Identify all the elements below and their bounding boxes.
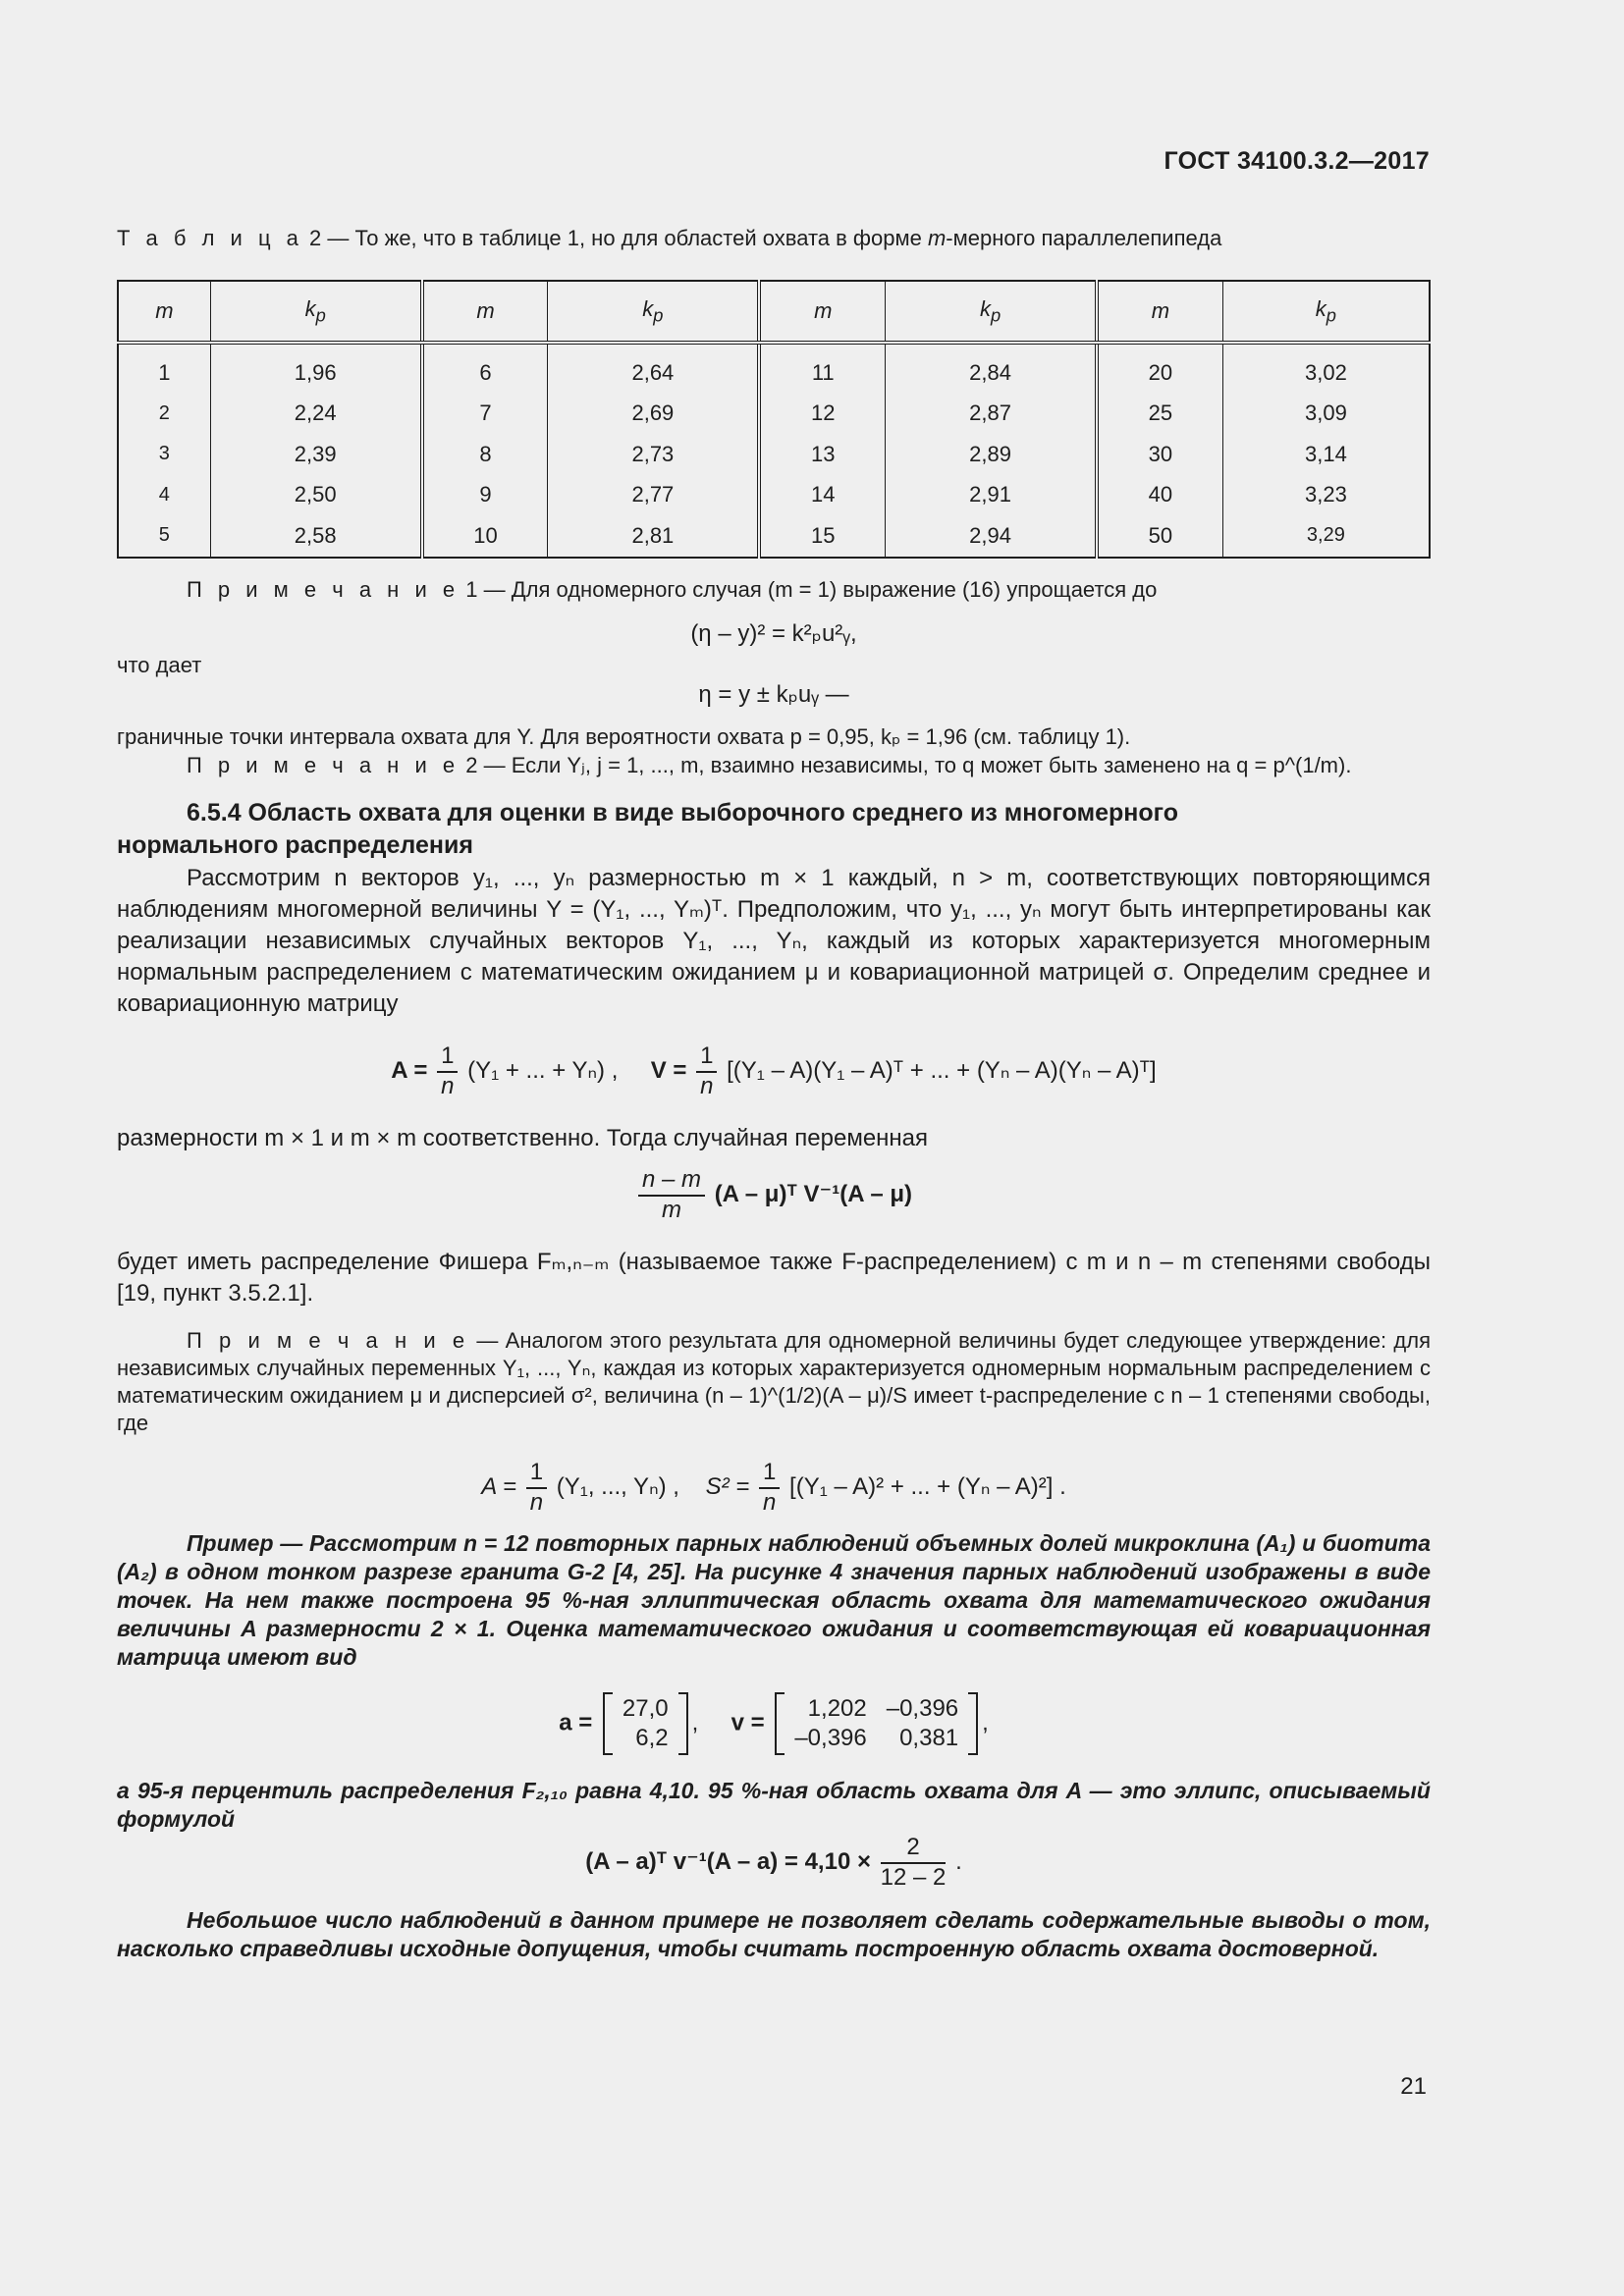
table-cell-kp: 2,84 <box>886 343 1097 394</box>
header-k-3: $k_p$ <box>886 281 1097 343</box>
table-row <box>118 343 1430 394</box>
note-3 <box>117 1327 1431 1437</box>
table-cell-kp: 2,89 <box>886 434 1097 475</box>
note-1-gives: что дает <box>117 653 202 677</box>
table-cell-m: 7 <box>422 394 548 435</box>
header-k-2: $k_p$ <box>548 281 759 343</box>
coverage-factor-table <box>117 280 1431 559</box>
note-1-label: П р и м е ч а н и е <box>187 577 460 602</box>
header-m-4: m <box>1097 281 1222 343</box>
table-cell-m: 12 <box>759 394 885 435</box>
section-paragraph-3: будет иметь распределение Фишера Fₘ,ₙ₋ₘ (называемое также F-распределением) с m и n – m степенями свободы [19, пункт 3.5.2.1]. <box>117 1249 1431 1307</box>
fraction-1-over-n-3: $\frac{1}{n}$ <box>526 1459 547 1518</box>
matrix-a-cell: 6,2 <box>635 1725 669 1751</box>
fraction-1-over-n-4: $\frac{1}{n}$ <box>759 1459 780 1518</box>
estimate-a-label: a = <box>559 1709 593 1736</box>
table-cell-m: 40 <box>1097 475 1222 516</box>
note-2-text: — Если Yⱼ, j = 1, ..., m, взаимно независимы, то q может быть заменено на q = p^(1/m). <box>483 753 1352 777</box>
table-row <box>118 434 1430 475</box>
header-k-4: $k_p$ <box>1222 281 1430 343</box>
matrix-a <box>603 1692 688 1755</box>
table-cell-kp: 2,69 <box>548 394 759 435</box>
table-cell-m: 9 <box>422 475 548 516</box>
note-3-text: — Аналогом этого результата для одномерной величины будет следующее утверждение: для независимых случайных переменных Y₁, ..., Yₙ, каждая из которых характеризуется одномерным нормальным распределением с математическим ожиданием μ и дисперсией σ², величина (n – 1)^(1/2)(A – μ)/S имеет t-распределение с n – 1 степенями свободы, где <box>117 1328 1431 1435</box>
table-cell-m: 6 <box>422 343 548 394</box>
matrix-v-cell: 1,202 <box>807 1695 867 1722</box>
formula-a-def: A = <box>391 1057 428 1085</box>
table-caption-label: Т а б л и ц а <box>117 226 303 250</box>
ellipse-end: . <box>955 1848 962 1876</box>
header-m-1: m <box>118 281 210 343</box>
table-row <box>118 394 1430 435</box>
table-cell-m: 25 <box>1097 394 1222 435</box>
note-3-label: П р и м е ч а н и е <box>187 1328 470 1353</box>
note-1 <box>117 576 1431 604</box>
formula-a-body: (Y₁ + ... + Yₙ) , <box>467 1057 619 1085</box>
table-cell-m: 50 <box>1097 515 1222 558</box>
example-paragraph-2: а 95-я перцентиль распределения F₂,₁₀ равна 4,10. 95 %-ная область охвата для A — это эллипс, описываемый формулой <box>117 1778 1431 1832</box>
formula-univariate <box>117 1459 1431 1518</box>
table-cell-kp: 2,73 <box>548 434 759 475</box>
table-cell-m: 5 <box>158 524 170 547</box>
table-caption-italic: m <box>927 226 947 250</box>
table-cell-kp: 3,23 <box>1222 475 1430 516</box>
header-m-2: m <box>422 281 548 343</box>
table-cell-kp: 2,81 <box>548 515 759 558</box>
table-cell-kp: 1,96 <box>210 343 421 394</box>
formula-v-def: V = <box>650 1057 687 1085</box>
table-cell-kp: 2,50 <box>210 475 421 516</box>
table-cell-m: 4 <box>158 483 170 506</box>
table-cell-m: 11 <box>759 343 885 394</box>
formula-v-body: [(Y₁ – A)(Y₁ – A)ᵀ + ... + (Yₙ – A)(Yₙ – A)ᵀ] <box>727 1057 1157 1085</box>
table-caption-number: 2 <box>309 226 322 250</box>
formula-s2-def: S² = <box>705 1473 750 1501</box>
note-1-text: — Для одномерного случая (m = 1) выражение (16) упрощается до <box>483 577 1158 602</box>
table-cell-kp: 2,94 <box>886 515 1097 558</box>
formula-mean-covariance <box>117 1042 1431 1101</box>
section-heading <box>117 797 1431 862</box>
table-cell-kp: 3,14 <box>1222 434 1430 475</box>
section-paragraph-1: Рассмотрим n векторов y₁, ..., yₙ размерностью m × 1 каждый, n > m, соответствующих повторяющимся наблюдениям многомерной величины Y = (Y₁, ..., Yₘ)ᵀ. Предположим, что y₁, ..., yₙ могут быть интерпретированы как реализации независимых случайных векторов Y₁, ..., Yₙ, каждый из которых характеризуется многомерным нормальным распределением с математическим ожиданием μ и ковариационной матрицей σ. Определим среднее и ковариационную матрицу <box>117 865 1431 1017</box>
table-cell-kp: 2,64 <box>548 343 759 394</box>
example-paragraph-1: Пример — Рассмотрим n = 12 повторных парных наблюдений объемных долей микроклина (A₁) и биотита (A₂) в одном тонком разрезе гранита G-2 [4, 25]. На рисунке 4 значения парных наблюдений изображены в виде точек. На нем также построена 95 %-ная эллиптическая область охвата для математического ожидания величины A размерности 2 × 1. Оценка математического ожидания и соответствующая ей ковариационная матрица имеют вид <box>117 1530 1431 1670</box>
estimate-separator-2: , <box>982 1709 989 1736</box>
ellipse-left: (A – a)ᵀ v⁻¹(A – a) = 4,10 × <box>585 1848 871 1876</box>
fraction-1-over-n: $\frac{1}{n}$ <box>437 1042 458 1101</box>
table-row <box>118 515 1430 558</box>
estimate-v-label: v = <box>731 1709 765 1736</box>
table-cell-m: 2 <box>158 401 170 424</box>
note-2 <box>117 752 1431 779</box>
matrix-v <box>775 1692 978 1755</box>
formula-ellipse <box>117 1834 1431 1893</box>
section-heading-line-2: нормального распределения <box>117 831 473 859</box>
fraction-n-minus-m-over-m: $\frac{n - m}{m}$ <box>638 1166 705 1225</box>
table-caption-text: — То же, что в таблице 1, но для областей охвата в форме <box>327 226 928 250</box>
page-number: 21 <box>1400 2073 1427 2100</box>
table-cell-m: 30 <box>1097 434 1222 475</box>
note-1-formula-1: (η – y)² = k²ₚu²ᵧ, <box>690 620 857 647</box>
note-2-label: П р и м е ч а н и е <box>187 753 460 777</box>
table-row <box>118 475 1430 516</box>
table-cell-m: 14 <box>759 475 885 516</box>
header-m-3: m <box>759 281 885 343</box>
matrix-a-cell: 27,0 <box>622 1695 669 1722</box>
formula-univariate-a-def: A = <box>481 1473 517 1501</box>
table-header-row <box>118 281 1430 343</box>
table-caption-tail: -мерного параллелепипеда <box>946 226 1222 250</box>
table-cell-m: 8 <box>422 434 548 475</box>
formula-fisher-body: (A – μ)ᵀ V⁻¹(A – μ) <box>714 1181 913 1208</box>
example-paragraph-3: Небольшое число наблюдений в данном примере не позволяет сделать содержательные выводы о том, насколько справедливы исходные допущения, чтобы считать построенную область охвата достоверной. <box>117 1907 1431 1961</box>
matrix-v-cell: 0,381 <box>899 1725 959 1751</box>
formula-s2-body: [(Y₁ – A)² + ... + (Yₙ – A)²] . <box>789 1473 1066 1501</box>
matrix-v-cell: –0,396 <box>794 1725 867 1751</box>
table-body <box>118 343 1430 558</box>
table-cell-m: 3 <box>158 443 170 465</box>
table-cell-m: 1 <box>158 359 171 385</box>
table-cell-kp: 3,29 <box>1222 515 1430 558</box>
standard-number: ГОСТ 34100.3.2—2017 <box>1164 147 1430 175</box>
note-1-formula-2: η = y ± kₚuᵧ — <box>698 681 849 708</box>
table-cell-m: 20 <box>1097 343 1222 394</box>
note-1-tail: граничные точки интервала охвата для Y. Для вероятности охвата p = 0,95, kₚ = 1,96 (см. таблицу 1). <box>117 724 1131 749</box>
note-1-number: 1 <box>465 577 478 602</box>
table-cell-kp: 2,24 <box>210 394 421 435</box>
table-caption <box>117 226 1221 251</box>
table-cell-m: 10 <box>422 515 548 558</box>
formula-univariate-a-body: (Y₁, ..., Yₙ) , <box>556 1473 679 1501</box>
formula-fisher <box>117 1166 1431 1225</box>
section-heading-line-1: 6.5.4 Область охвата для оценки в виде выборочного среднего из многомерного <box>187 799 1178 827</box>
table-cell-kp: 2,87 <box>886 394 1097 435</box>
table-cell-m: 15 <box>759 515 885 558</box>
section-paragraph-2: размерности m × 1 и m × m соответственно. Тогда случайная переменная <box>117 1125 929 1151</box>
table-cell-m: 13 <box>759 434 885 475</box>
table-cell-kp: 3,09 <box>1222 394 1430 435</box>
table-cell-kp: 3,02 <box>1222 343 1430 394</box>
formula-estimates <box>117 1692 1431 1755</box>
note-2-number: 2 <box>465 753 478 777</box>
matrix-v-cell: –0,396 <box>886 1695 959 1722</box>
fraction-1-over-n-2: $\frac{1}{n}$ <box>696 1042 717 1101</box>
header-k-1: $k_p$ <box>210 281 421 343</box>
table-cell-kp: 2,39 <box>210 434 421 475</box>
fraction-2-over-10: $\frac{2}{12 - 2}$ <box>880 1834 947 1891</box>
table-cell-kp: 2,91 <box>886 475 1097 516</box>
table-cell-kp: 2,58 <box>210 515 421 558</box>
table-cell-kp: 2,77 <box>548 475 759 516</box>
estimate-separator-1: , <box>691 1709 699 1736</box>
